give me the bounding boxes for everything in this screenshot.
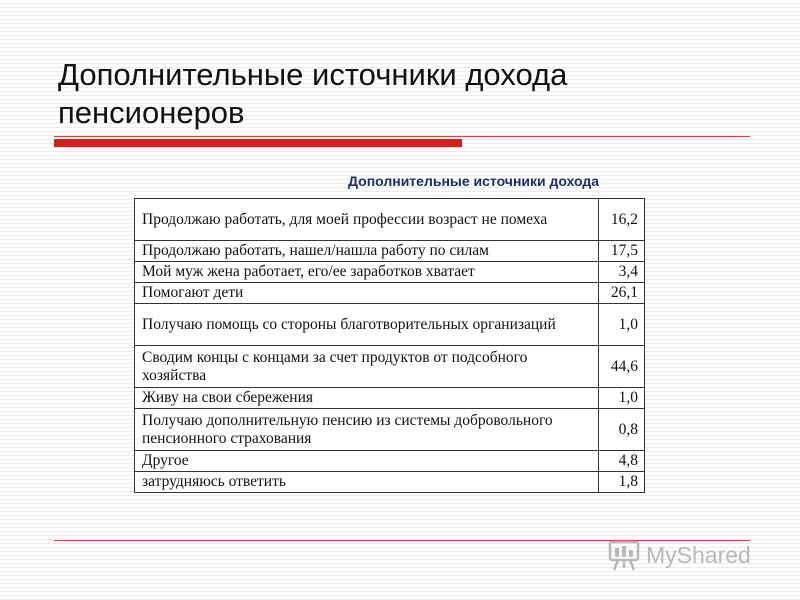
table-row [135,199,645,241]
row-value: 3,4 [599,262,645,283]
row-value: 0,8 [599,409,645,451]
watermark-text: MyShared [646,541,751,568]
table-row [135,283,645,304]
row-label: Продолжаю работать, нашел/нашла работу по силам [135,241,599,262]
table-row [135,346,645,388]
row-label: Получаю дополнительную пенсию из системы добровольного пенсионного страхования [135,409,599,451]
row-label: Живу на свои сбережения [135,388,599,409]
title-divider-accent [54,139,462,147]
presentation-board-icon [607,539,641,571]
table-row [135,451,645,472]
watermark-logo [607,538,751,572]
slide-title-line-2: пенсионеров [58,95,245,130]
table-row [135,304,645,346]
row-label: Помогают дети [135,283,599,304]
table-row [135,241,645,262]
row-label: Сводим концы с концами за счет продуктов от подсобного хозяйства [135,346,599,388]
table-row [135,388,645,409]
row-value: 4,8 [599,451,645,472]
table-row [135,409,645,451]
table-row [135,472,645,493]
row-label: Мой муж жена работает, его/ее заработков хватает [135,262,599,283]
row-value: 16,2 [599,199,645,241]
row-value: 17,5 [599,241,645,262]
row-value: 1,0 [599,304,645,346]
row-label: Другое [135,451,599,472]
row-value: 1,8 [599,472,645,493]
slide-title [58,56,758,132]
title-divider-thin [54,136,750,137]
row-value: 1,0 [599,388,645,409]
row-value: 26,1 [599,283,645,304]
income-sources-table [134,198,645,493]
row-label: Получаю помощь со стороны благотворительных организаций [135,304,599,346]
slide-title-line-1: Дополнительные источники дохода [58,57,568,92]
row-label: затрудняюсь ответить [135,472,599,493]
row-value: 44,6 [599,346,645,388]
row-label: Продолжаю работать, для моей профессии возраст не помеха [135,199,599,241]
table-caption: Дополнительные источники дохода [348,173,600,189]
table-row [135,262,645,283]
